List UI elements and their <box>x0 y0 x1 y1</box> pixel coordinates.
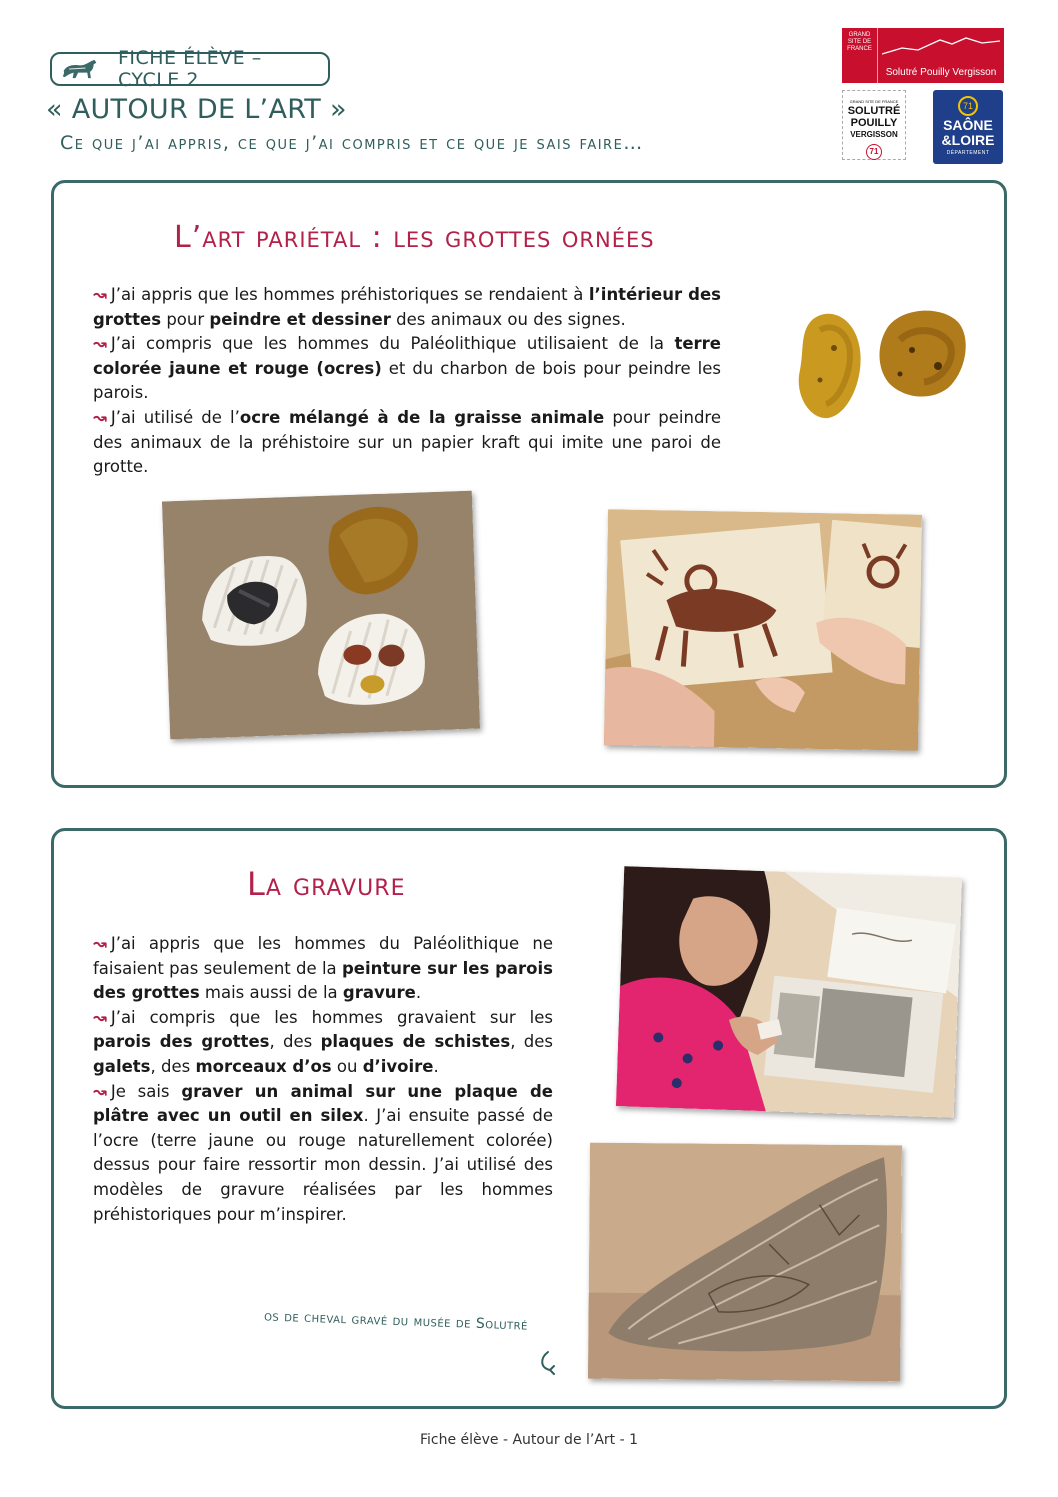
page-title: « AUTOUR DE L’ART » <box>46 94 347 125</box>
arrow-bullet-icon: ↝ <box>93 1081 107 1101</box>
saone-loire-logo <box>933 90 1003 164</box>
shells-pigments-photo <box>162 491 480 740</box>
arrow-bullet-icon: ↝ <box>93 1007 107 1027</box>
grand-site-logo <box>842 28 1004 83</box>
section-text-parietal <box>93 283 721 480</box>
spv-line3: VERGISSON <box>850 130 898 139</box>
bone-caption: os de cheval gravé du musée de Solutré <box>263 1308 529 1334</box>
sl-circle-badge: 71 <box>958 96 978 116</box>
arrow-bullet-icon: ↝ <box>93 285 107 304</box>
paragraph: ↝ J’ai appris que les hommes du Paléolithique ne faisaient pas seulement de la peinture sur les parois des grottes mais aussi de la gravure. <box>93 934 553 1003</box>
page-subtitle: Ce que j’ai appris, ce que j’ai compris et ce que je sais faire… <box>60 132 644 154</box>
sl-line2: &LOIRE <box>941 132 995 148</box>
grand-site-name: Solutré Pouilly Vergisson <box>885 67 997 78</box>
page-footer: Fiche élève - Autour de l’Art - 1 <box>419 1432 639 1448</box>
paragraph: ↝ J’ai appris que les hommes préhistoriques se rendaient à l’intérieur des grottes pour peindre et dessiner des animaux ou des signes. <box>93 285 721 329</box>
badge-label: FICHE ÉLÈVE – CYCLE 2 <box>117 47 262 91</box>
arrow-bullet-icon: ↝ <box>93 334 107 354</box>
section-text-gravure <box>93 932 553 1227</box>
ochre-stones-photo <box>790 300 980 425</box>
spv-dept-badge: 71 <box>866 144 882 160</box>
spv-small-text: GRAND SITE DE FRANCE <box>849 99 899 104</box>
arrow-bullet-icon: ↝ <box>93 934 107 953</box>
spv-logo <box>842 90 906 160</box>
paragraph: ↝ J’ai compris que les hommes du Paléolithique utilisaient de la terre colorée jaune et rouge (ocres) et du charbon de bois pour peindre les parois. <box>93 334 721 403</box>
section-title-gravure: La gravure <box>247 865 406 903</box>
paragraph: ↝ J’ai utilisé de l’ocre mélangé à de la graisse animale pour peindre des animaux de la préhistoire sur un papier kraft qui imite une paroi de grotte. <box>93 407 721 477</box>
sl-line1: SAÔNE <box>943 117 993 133</box>
paragraph: ↝ Je sais graver un animal sur une plaque de plâtre avec un outil en silex. J’ai ensuite passé de l’ocre (terre jaune ou rouge naturellement colorée) dessus pour faire ressortir mon dessin. J’ai utilisé des modèles de gravure réalisées par les hommes préhistoriques pour m’inspirer. <box>93 1081 554 1224</box>
arrow-bullet-icon: ↝ <box>93 407 107 427</box>
girl-engraving-photo <box>616 866 962 1118</box>
sl-line3: DÉPARTEMENT <box>946 150 990 156</box>
children-painting-photo <box>604 509 922 750</box>
cycle-badge <box>50 47 330 91</box>
engraved-horse-bone-photo <box>588 1143 902 1382</box>
mountain-icon <box>882 34 1000 58</box>
spv-line1: SOLUTRÉ <box>847 105 901 117</box>
horse-icon <box>60 56 100 82</box>
curved-arrow-icon <box>538 1350 558 1376</box>
section-title-parietal: L’art pariétal : les grottes ornées <box>174 220 655 255</box>
spv-line2: POUILLY <box>850 117 898 129</box>
grand-site-vertical-text: GRAND SITE DE FRANCE <box>842 28 878 83</box>
paragraph: ↝ J’ai compris que les hommes gravaient sur les parois des grottes, des plaques de schistes, des galets, des morceaux d’os ou d’ivoire. <box>93 1007 553 1076</box>
